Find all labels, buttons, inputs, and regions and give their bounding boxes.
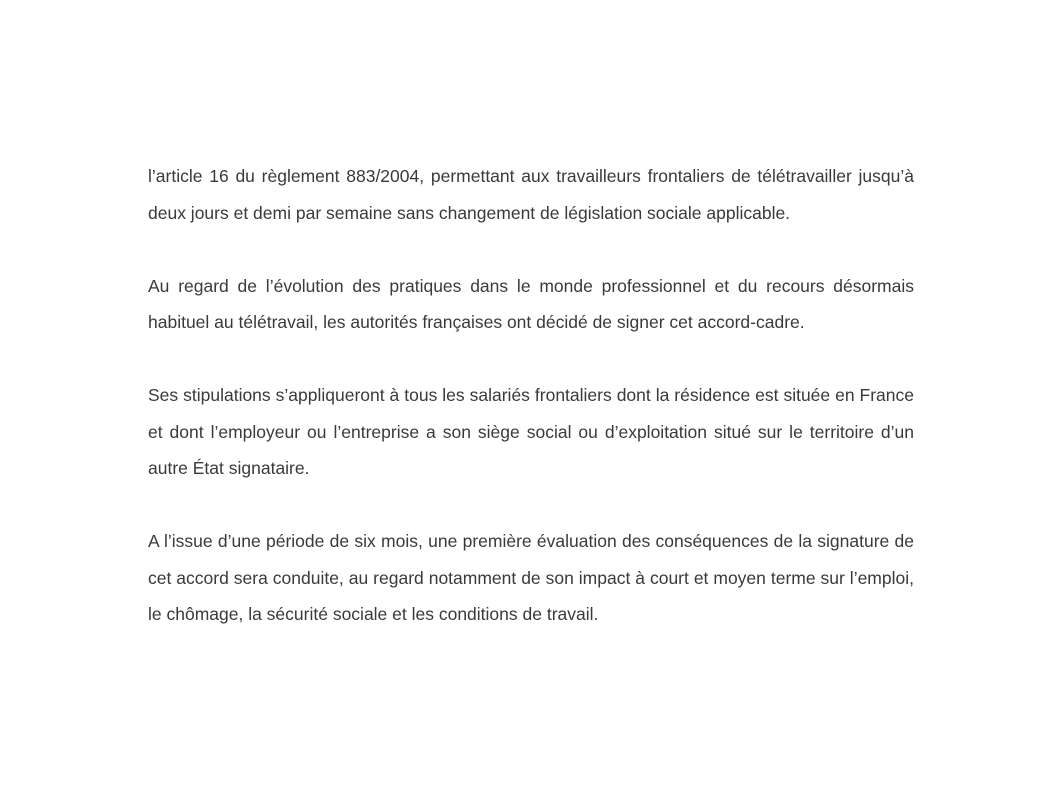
paragraph-article-16: l’article 16 du règlement 883/2004, permettant aux travailleurs frontaliers de télétravailler jusqu’à deux jours et demi par semaine sans changement de législation sociale applicable. [148, 166, 914, 223]
paragraph-au-regard: Au regard de l’évolution des pratiques dans le monde professionnel et du recours désormais habituel au télétravail, les autorités françaises ont décidé de signer cet accord-cadre. [148, 275, 914, 332]
document-text-block [148, 158, 914, 633]
paragraph-stipulations: Ses stipulations s’appliqueront à tous les salariés frontaliers dont la résidence est située en France et dont l’employeur ou l’entreprise a son siège social ou d’exploitation situé sur le territoire d’un autre État signataire. [148, 385, 914, 478]
paragraph-evaluation: A l’issue d’une période de six mois, une première évaluation des conséquences de la signature de cet accord sera conduite, au regard notamment de son impact à court et moyen terme sur l’emploi, le chômage, la sécurité sociale et les conditions de travail. [148, 531, 914, 624]
